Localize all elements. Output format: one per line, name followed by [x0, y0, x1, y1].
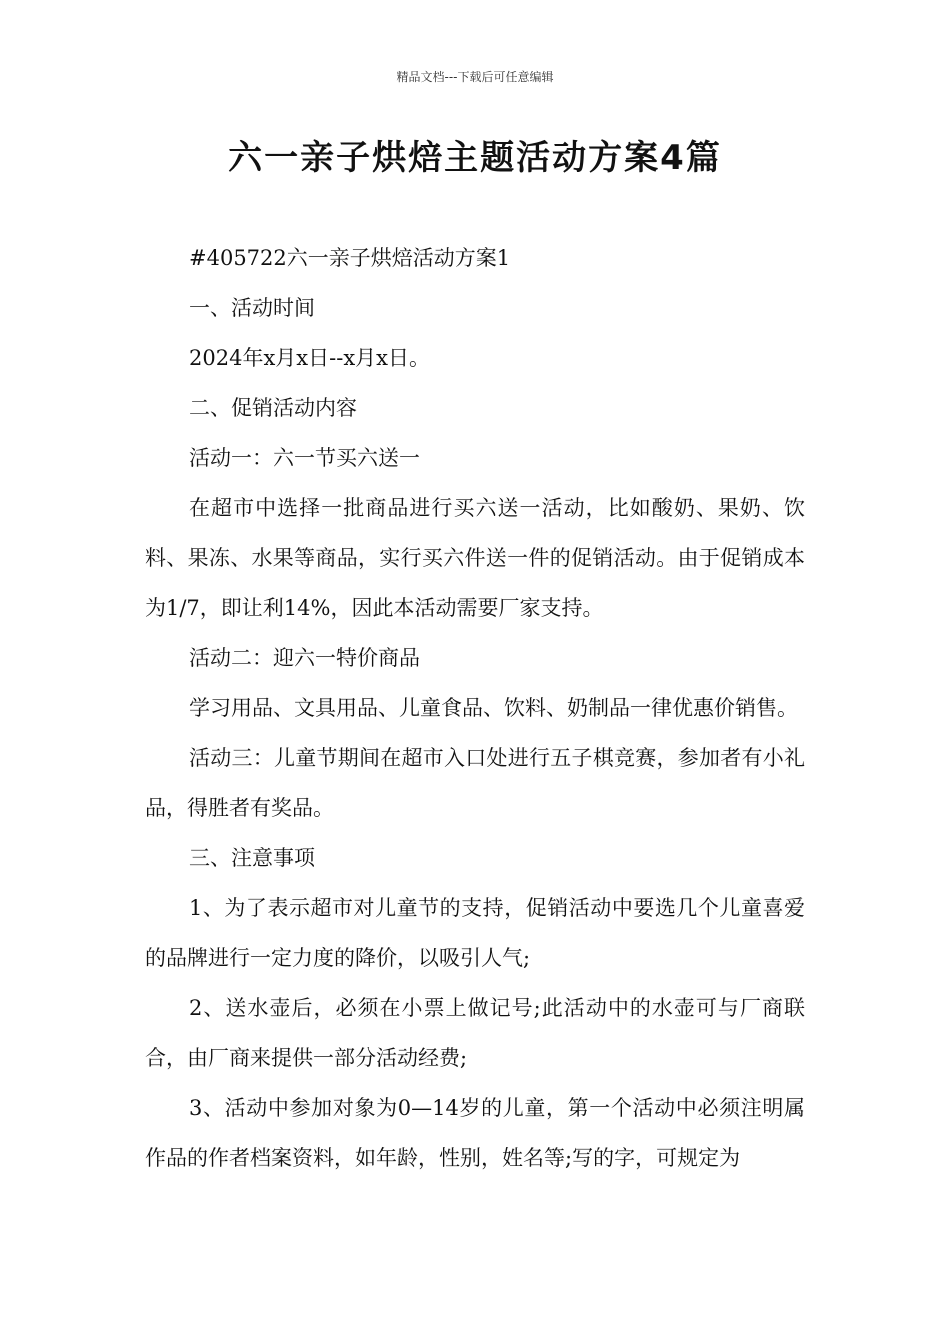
- document-title: 六一亲子烘焙主题活动方案4篇: [228, 138, 722, 178]
- paragraph: 1、为了表示超市对儿童节的支持，促销活动中要选几个儿童喜爱的品牌进行一定力度的降价，以吸引人气;: [145, 896, 805, 970]
- document-body: [145, 233, 805, 1183]
- paragraph: 二、促销活动内容: [189, 396, 357, 420]
- page-header: 精品文档---下载后可任意编辑: [396, 70, 554, 84]
- paragraph: 活动二：迎六一特价商品: [189, 646, 420, 670]
- paragraph: 一、活动时间: [189, 296, 315, 320]
- paragraph: 2、送水壶后，必须在小票上做记号;此活动中的水壶可与厂商联合，由厂商来提供一部分活动经费;: [145, 996, 805, 1070]
- paragraph: 3、活动中参加对象为0—14岁的儿童，第一个活动中必须注明属作品的作者档案资料，如年龄，性别，姓名等;写的字，可规定为: [145, 1096, 805, 1170]
- paragraph: 2024年x月x日--x月x日。: [189, 346, 431, 370]
- section-heading: #405722六一亲子烘焙活动方案1: [189, 246, 511, 270]
- paragraph: 活动三：儿童节期间在超市入口处进行五子棋竞赛，参加者有小礼品，得胜者有奖品。: [145, 746, 805, 820]
- paragraph: 活动一：六一节买六送一: [189, 446, 420, 470]
- paragraph: 三、注意事项: [189, 846, 315, 870]
- paragraph: 学习用品、文具用品、儿童食品、饮料、奶制品一律优惠价销售。: [189, 696, 798, 720]
- paragraph: 在超市中选择一批商品进行买六送一活动，比如酸奶、果奶、饮料、果冻、水果等商品，实行买六件送一件的促销活动。由于促销成本为1/7，即让利14%，因此本活动需要厂家支持。: [145, 496, 805, 620]
